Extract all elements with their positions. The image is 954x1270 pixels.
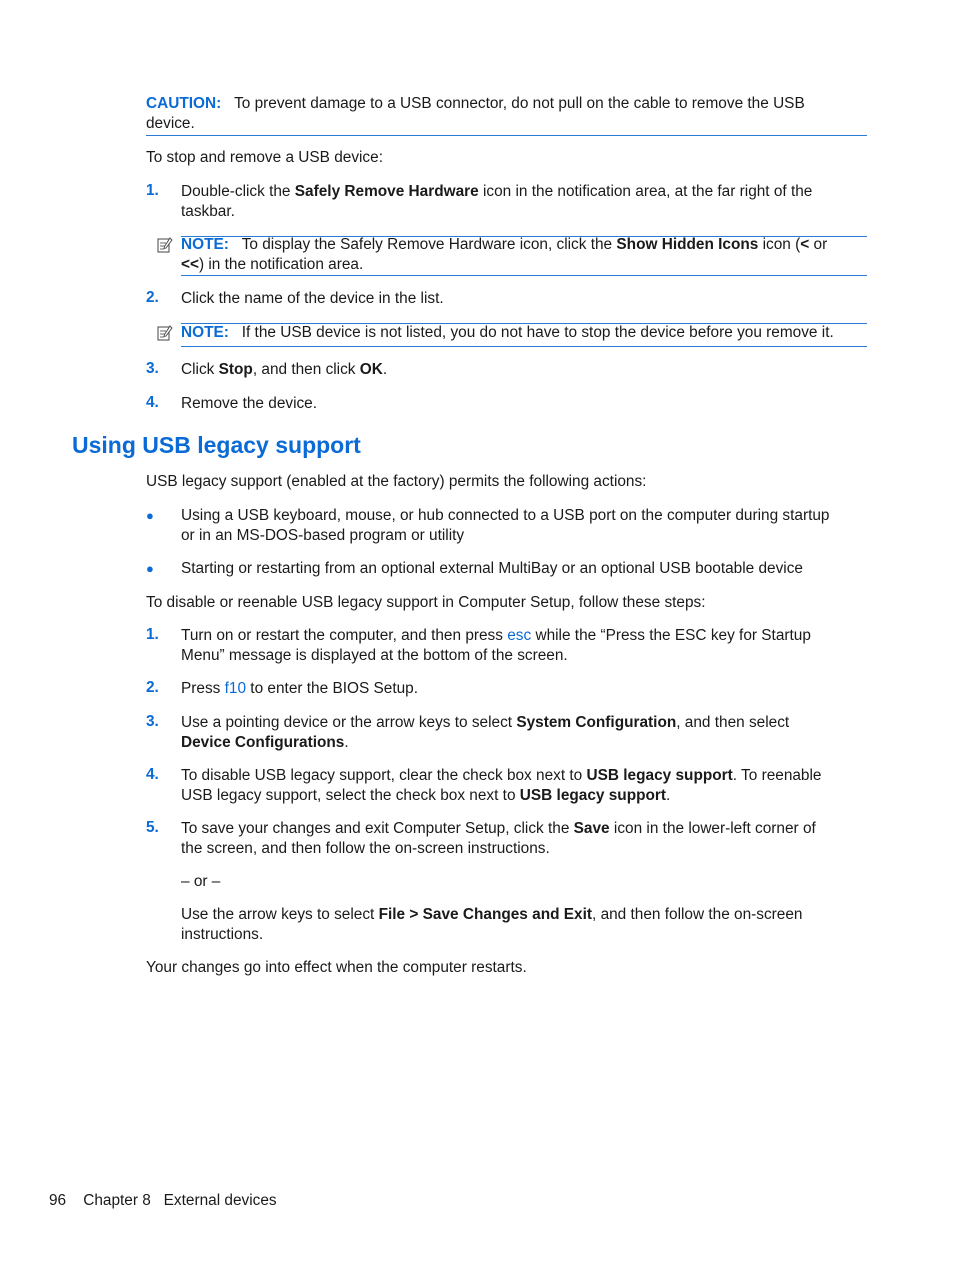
step-1-line2: Menu” message is displayed at the bottom of the screen. — [181, 646, 568, 664]
steps-intro: To disable or reenable USB legacy support in Computer Setup, follow these steps: — [146, 594, 706, 611]
step-1-post: while the “Press the ESC key for Startup — [531, 627, 811, 644]
caution-label: CAUTION: — [146, 95, 222, 112]
closing-text: Your changes go into effect when the computer restarts. — [146, 959, 527, 976]
page-footer — [49, 1192, 277, 1210]
stop-step-3-bold2: OK — [359, 361, 383, 378]
step-3-number: 3. — [146, 713, 159, 730]
note1-bold2: < — [800, 236, 810, 253]
caution-rule — [146, 135, 867, 136]
stop-step-2-text: Click the name of the device in the list. — [181, 290, 444, 307]
step-3-post: , and then select — [676, 714, 790, 731]
caution-block — [146, 94, 871, 133]
step-5-pre: To save your changes and exit Computer Setup, click the — [181, 820, 574, 837]
note1-mid: icon ( — [758, 236, 801, 253]
step-3-bold: System Configuration — [516, 714, 677, 731]
stop-step-4-text: Remove the device. — [181, 395, 318, 412]
stop-intro: To stop and remove a USB device: — [146, 149, 383, 166]
note-pad-icon — [156, 324, 174, 342]
note2-text — [181, 323, 867, 343]
stop-step-4-number: 4. — [146, 394, 159, 411]
caution-text-line1: To prevent damage to a USB connector, do not pull on the cable to remove the USB — [234, 95, 805, 112]
note1-post: or — [809, 236, 828, 253]
step-2-number: 2. — [146, 679, 159, 696]
stop-step-3-number: 3. — [146, 360, 159, 377]
legacy-intro: USB legacy support (enabled at the factory) permits the following actions: — [146, 473, 647, 490]
stop-step-1-number: 1. — [146, 182, 159, 199]
bullet-1-line2: or in an MS-DOS-based program or utility — [181, 526, 465, 544]
page-number: 96 — [49, 1192, 67, 1209]
alt-post: , and then follow the on-screen — [592, 906, 803, 923]
alt-bold: File > Save Changes and Exit — [378, 906, 593, 923]
note2-body: If the USB device is not listed, you do not have to stop the device before you remove it. — [241, 324, 834, 341]
step-3-text — [181, 713, 871, 752]
note1-bottom-rule — [181, 275, 867, 276]
note1-text — [181, 235, 867, 274]
note2-bottom-rule — [181, 346, 867, 347]
bullet-marker-1: ● — [146, 508, 154, 523]
stop-step-3-text — [181, 360, 871, 380]
step-4-text — [181, 766, 871, 805]
step-5-post: icon in the lower-left corner of — [609, 820, 816, 837]
caution-text-line2: device. — [146, 114, 195, 132]
bullet-marker-2: ● — [146, 561, 154, 576]
note2-label: NOTE: — [181, 324, 229, 341]
section-title: Using USB legacy support — [72, 432, 361, 458]
stop-step-1-pre: Double-click the — [181, 183, 295, 200]
note1-label: NOTE: — [181, 236, 229, 253]
stop-step-3-mid: , and then click — [252, 361, 360, 378]
step-4-pre: To disable USB legacy support, clear the check box next to — [181, 767, 587, 784]
stop-step-3-bold1: Stop — [218, 361, 253, 378]
step-4-bold: USB legacy support — [586, 767, 733, 784]
step-5-number: 5. — [146, 819, 159, 836]
note1-pre: To display the Safely Remove Hardware icon, click the — [241, 236, 617, 253]
step-5-line2: the screen, and then follow the on-screen instructions. — [181, 839, 550, 857]
bullet-item-1 — [181, 506, 871, 545]
stop-step-1-post: icon in the notification area, at the far right of the — [478, 183, 813, 200]
step-1-text — [181, 626, 871, 665]
stop-step-3-post: . — [382, 361, 388, 378]
chapter-label: Chapter 8 — [83, 1192, 151, 1209]
step-4-line2-rest: . — [666, 786, 671, 804]
step-4-number: 4. — [146, 766, 159, 783]
step-3-line2-bold: Device Configurations — [181, 733, 345, 751]
step-5-text — [181, 819, 871, 858]
bullet-1-line1: Using a USB keyboard, mouse, or hub connected to a USB port on the computer during startup — [181, 507, 830, 524]
stop-step-1-text — [181, 182, 871, 221]
f10-key: f10 — [224, 680, 247, 697]
note-pad-icon — [156, 236, 174, 254]
step-5-alternative — [181, 905, 871, 944]
stop-step-1-bold: Safely Remove Hardware — [294, 183, 479, 200]
step-2-pre: Press — [181, 680, 225, 697]
step-1-pre: Turn on or restart the computer, and then press — [181, 627, 508, 644]
step-4-line2-bold: USB legacy support — [519, 786, 667, 804]
step-2-post: to enter the BIOS Setup. — [246, 680, 418, 697]
note1-line2-bold: << — [181, 255, 199, 273]
step-3-pre: Use a pointing device or the arrow keys to select — [181, 714, 517, 731]
step-1-number: 1. — [146, 626, 159, 643]
note1-line2-rest: ) in the notification area. — [198, 255, 364, 273]
step-3-line2-rest: . — [344, 733, 349, 751]
bullet-item-2: Starting or restarting from an optional external MultiBay or an optional USB bootable device — [181, 560, 803, 577]
stop-step-1-line2: taskbar. — [181, 202, 235, 220]
step-2-text — [181, 679, 871, 699]
step-4-post: . To reenable — [732, 767, 822, 784]
stop-step-2-number: 2. — [146, 289, 159, 306]
step-5-bold: Save — [573, 820, 610, 837]
note1-bold: Show Hidden Icons — [616, 236, 759, 253]
esc-key: esc — [507, 627, 532, 644]
stop-step-3-pre: Click — [181, 361, 219, 378]
or-separator: – or – — [181, 873, 221, 890]
alt-line2: instructions. — [181, 925, 264, 943]
alt-pre: Use the arrow keys to select — [181, 906, 379, 923]
step-4-line2-pre: USB legacy support, select the check box next to — [181, 786, 520, 804]
chapter-title: External devices — [163, 1192, 277, 1209]
